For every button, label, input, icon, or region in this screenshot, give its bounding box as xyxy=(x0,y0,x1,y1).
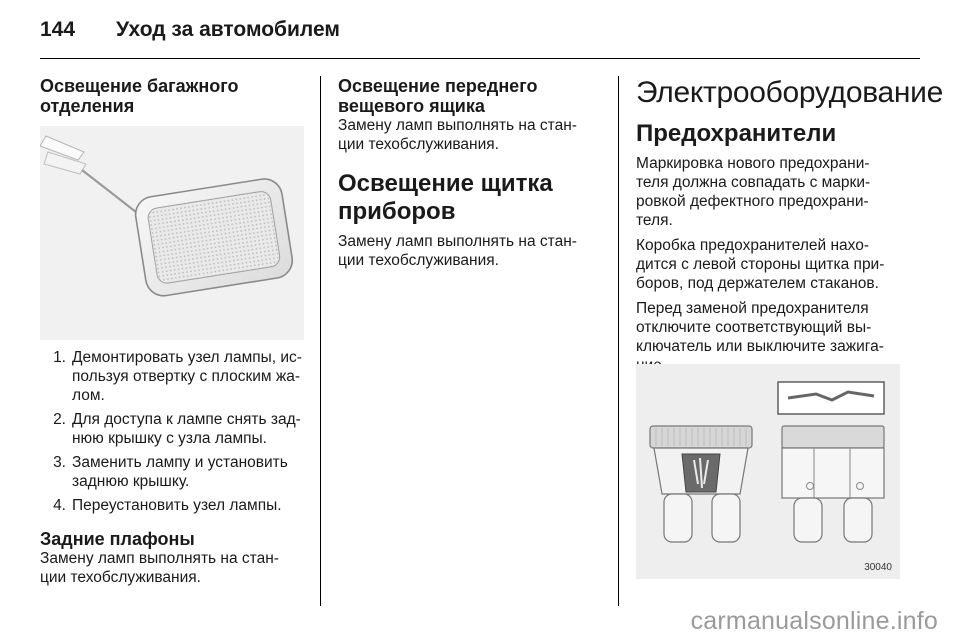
step-text: Переустановить узел лампы. xyxy=(72,497,282,514)
figure-code: 30040 xyxy=(864,562,892,573)
lamp-drawing xyxy=(40,126,304,340)
glovebox-light-text: Замену ламп выполнять на стан-ции техобслуживания. xyxy=(338,117,577,153)
instrument-light-heading: Освещение щитка приборов xyxy=(338,170,553,225)
instrument-light-text: Замену ламп выполнять на стан-ции техобслуживания. xyxy=(338,233,577,269)
column-left xyxy=(40,76,304,116)
fuse-marking-text: Маркировка нового предохрани-теля должна совпадать с марки-ровкой дефектного предохрани-теля. xyxy=(636,155,871,229)
column-right xyxy=(636,76,944,375)
step-item xyxy=(40,496,304,515)
fuse-illustration xyxy=(636,364,900,579)
trunk-lamp-illustration xyxy=(40,126,304,340)
glovebox-light-heading: Освещение переднего вещевого ящика xyxy=(338,76,538,116)
page-header xyxy=(40,14,920,50)
fuses-heading: Предохранители xyxy=(636,120,837,147)
step-item xyxy=(40,348,304,405)
fuse-replace-warning-text: Перед заменой предохранителя отключите соответствующий вы-ключатель или выключите зажига- xyxy=(636,300,884,355)
column-divider xyxy=(618,76,619,606)
step-item xyxy=(40,410,304,448)
step-item xyxy=(40,453,304,491)
fuse-drawing xyxy=(636,364,900,579)
rear-lights-heading: Задние плафоны xyxy=(40,529,195,549)
column-divider xyxy=(320,76,321,606)
fuse-box-location-text: Коробка предохранителей нахо-дится с левой стороны щитка при-боров, под держателем стаканов. xyxy=(636,237,885,292)
electrical-section-title: Электрооборудование xyxy=(636,76,944,109)
column-middle xyxy=(338,76,602,270)
removal-steps xyxy=(40,348,304,587)
step-text: Заменить лампу и установить заднюю крышку. xyxy=(72,454,288,490)
step-text: Демонтировать узел лампы, ис-пользуя отвертку с плоским жа-лом. xyxy=(72,349,302,404)
rear-lights-text: Замену ламп выполнять на стан-ции техобслуживания. xyxy=(40,550,279,586)
step-number: 2. xyxy=(53,411,66,428)
step-number: 3. xyxy=(53,454,66,471)
watermark: carmanualsonline.info xyxy=(690,607,938,635)
step-number: 1. xyxy=(53,349,66,366)
step-number: 4. xyxy=(53,497,66,514)
trunk-light-heading: Освещение багажного отделения xyxy=(40,76,239,116)
step-text: Для доступа к лампе снять зад-нюю крышку с узла лампы. xyxy=(72,411,301,447)
header-divider xyxy=(40,58,920,59)
page-title: Уход за автомобилем xyxy=(116,18,340,41)
page-number: 144 xyxy=(40,18,76,41)
